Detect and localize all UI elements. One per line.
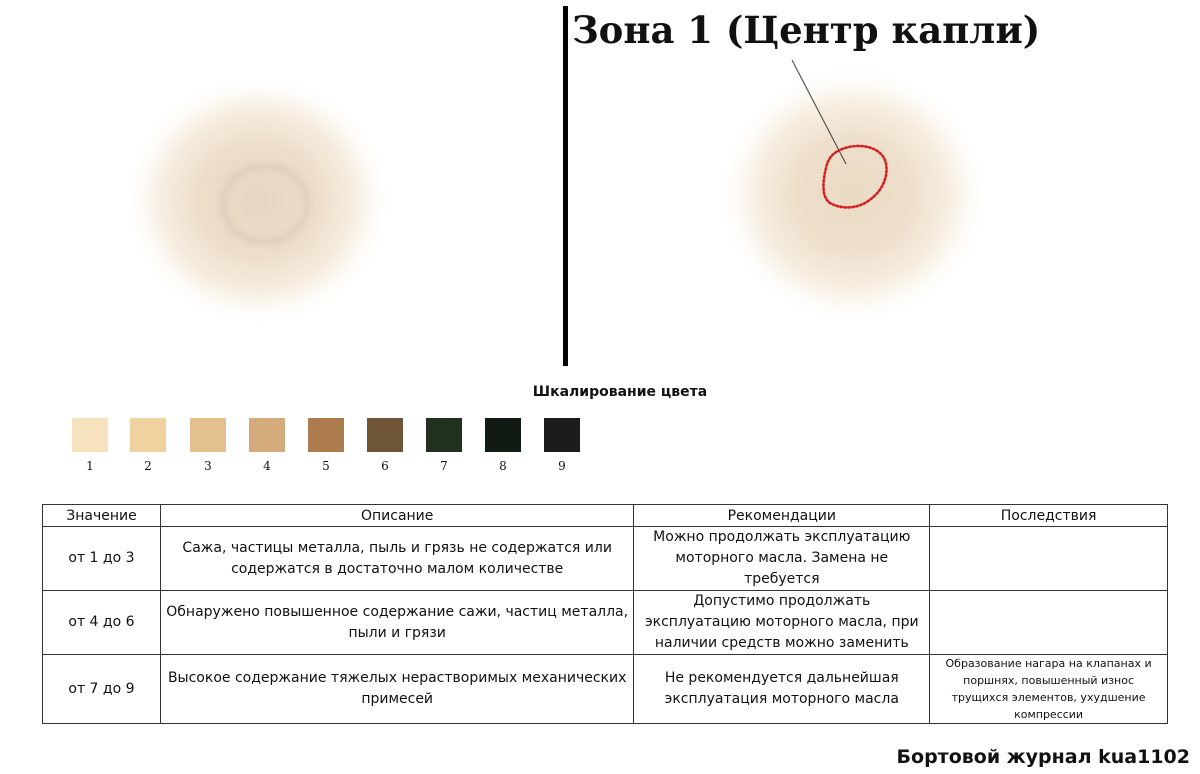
swatch-color — [426, 418, 462, 452]
cell-value: от 7 до 9 — [43, 655, 161, 724]
header-recommendations: Рекомендации — [634, 505, 930, 527]
table-row — [43, 655, 1168, 724]
color-swatch-2 — [128, 418, 168, 473]
swatch-number: 8 — [499, 459, 507, 473]
swatch-number: 2 — [144, 459, 152, 473]
swatch-color — [308, 418, 344, 452]
color-swatch-4 — [247, 418, 287, 473]
swatch-color — [367, 418, 403, 452]
swatch-color — [190, 418, 226, 452]
swatch-number: 4 — [263, 459, 271, 473]
color-swatch-3 — [188, 418, 228, 473]
swatch-number: 9 — [558, 459, 566, 473]
legend-table — [42, 504, 1168, 724]
oil-drop-inner-ring — [220, 163, 310, 245]
cell-value: от 4 до 6 — [43, 591, 161, 655]
zone-label: Зона 1 (Центр капли) — [572, 8, 1041, 52]
swatch-color — [249, 418, 285, 452]
scale-title: Шкалирование цвета — [532, 384, 708, 400]
swatch-number: 3 — [204, 459, 212, 473]
swatch-color — [72, 418, 108, 452]
swatch-color — [544, 418, 580, 452]
table-header-row — [43, 505, 1168, 527]
header-description: Описание — [160, 505, 633, 527]
swatch-number: 1 — [86, 459, 94, 473]
vertical-divider — [563, 6, 568, 366]
table-row — [43, 591, 1168, 655]
color-swatch-6 — [365, 418, 405, 473]
oil-drop-photo-right — [722, 70, 984, 320]
cell-recommendation: Можно продолжать эксплуатацию моторного масла. Замена не требуется — [634, 527, 930, 591]
oil-drop-photo-left — [128, 78, 388, 323]
color-swatch-5 — [306, 418, 346, 473]
footer-caption: Бортовой журнал kua1102 — [896, 746, 1190, 768]
cell-consequence — [930, 591, 1168, 655]
cell-consequence — [930, 527, 1168, 591]
cell-description: Высокое содержание тяжелых нерастворимых механических примесей — [160, 655, 633, 724]
header-consequences: Последствия — [930, 505, 1168, 527]
swatch-color — [130, 418, 166, 452]
cell-value: от 1 до 3 — [43, 527, 161, 591]
swatch-color — [485, 418, 521, 452]
cell-description: Обнаружено повышенное содержание сажи, частиц металла, пыли и грязи — [160, 591, 633, 655]
cell-consequence: Образование нагара на клапанах и поршнях, повышенный износ трущихся элементов, ухудшение компрессии — [930, 655, 1168, 724]
swatch-number: 5 — [322, 459, 330, 473]
color-swatch-1 — [70, 418, 110, 473]
cell-recommendation: Допустимо продолжать эксплуатацию моторного масла, при наличии средств можно заменить — [634, 591, 930, 655]
color-swatch-9 — [542, 418, 582, 473]
header-value: Значение — [43, 505, 161, 527]
color-swatch-7 — [424, 418, 464, 473]
cell-recommendation: Не рекомендуется дальнейшая эксплуатация моторного масла — [634, 655, 930, 724]
cell-description: Сажа, частицы металла, пыль и грязь не содержатся или содержатся в достаточно малом количестве — [160, 527, 633, 591]
table-row — [43, 527, 1168, 591]
color-swatch-8 — [483, 418, 523, 473]
swatch-number: 7 — [440, 459, 448, 473]
swatch-number: 6 — [381, 459, 389, 473]
